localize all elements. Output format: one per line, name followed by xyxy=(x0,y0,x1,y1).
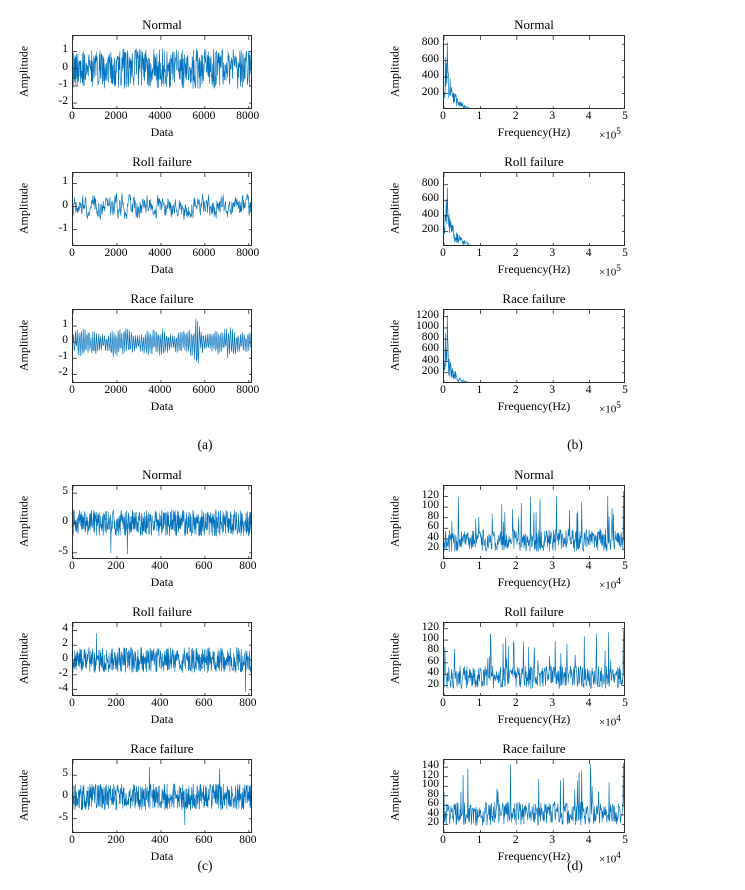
chart-title: Race failure xyxy=(130,291,194,306)
y-tick-label: 20 xyxy=(427,816,439,829)
x-tick-label: 400 xyxy=(151,697,169,709)
signal-trace xyxy=(73,634,252,692)
signal-trace xyxy=(444,630,625,689)
y-tick-label: 200 xyxy=(421,364,439,377)
x-tick-label: 1 xyxy=(476,834,483,846)
y-tick-label: -2 xyxy=(58,666,68,679)
chart-title: Roll failure xyxy=(132,154,192,169)
plot-area xyxy=(72,172,252,246)
exponent-base: ×10 xyxy=(599,403,617,416)
x-tick-label: 4000 xyxy=(148,110,172,122)
y-tick-label: 60 xyxy=(427,654,439,667)
y-tick-label: 40 xyxy=(427,530,439,543)
y-axis-label: Amplitude xyxy=(387,45,402,98)
signal-trace xyxy=(444,316,625,383)
subfigure-caption: (c) xyxy=(197,858,213,873)
y-tick-label: 80 xyxy=(427,509,439,522)
y-tick-label: 100 xyxy=(421,632,439,645)
y-tick-label: 40 xyxy=(427,666,439,679)
plot-area xyxy=(443,35,625,109)
chart-title: Normal xyxy=(142,17,182,32)
exponent-power: 4 xyxy=(616,576,621,586)
plot-area xyxy=(72,485,252,559)
chart-title: Normal xyxy=(514,467,554,482)
y-tick-label: -5 xyxy=(58,810,68,823)
y-tick-label: -4 xyxy=(58,681,68,694)
y-tick-label: 0 xyxy=(62,789,68,801)
subfigure-caption: (d) xyxy=(567,858,583,873)
chart-a2 xyxy=(12,155,272,275)
chart-title: Normal xyxy=(514,17,554,32)
chart-d1 xyxy=(383,467,645,592)
y-tick-label: 1000 xyxy=(416,319,439,332)
x-tick-label: 2 xyxy=(512,697,519,709)
x-axis-label: Frequency(Hz) xyxy=(497,849,571,863)
x-tick-label: 0 xyxy=(69,697,75,709)
x-tick-label: 6000 xyxy=(192,247,216,259)
signal-trace xyxy=(444,188,625,246)
y-tick-label: 100 xyxy=(421,499,439,512)
plot-area xyxy=(72,309,252,383)
chart-title: Roll failure xyxy=(504,154,564,169)
x-tick-label: 8000 xyxy=(236,384,260,396)
x-tick-label: 5 xyxy=(622,247,628,259)
y-axis-label: Amplitude xyxy=(16,495,31,548)
y-tick-label: 200 xyxy=(421,223,439,236)
chart-title: Roll failure xyxy=(132,604,192,619)
y-tick-label: 2 xyxy=(62,637,68,650)
y-tick-label: 1 xyxy=(62,318,68,331)
x-tick-label: 0 xyxy=(69,247,75,259)
x-axis-label: Data xyxy=(150,262,174,276)
y-tick-label: 0 xyxy=(62,652,68,664)
plot-area xyxy=(72,35,252,109)
y-tick-label: 800 xyxy=(421,331,439,344)
x-tick-label: 600 xyxy=(195,697,213,709)
chart-b1 xyxy=(383,17,645,142)
y-tick-label: 400 xyxy=(421,353,439,366)
y-tick-label: 0 xyxy=(62,60,68,73)
y-tick-label: 600 xyxy=(421,192,439,205)
exponent-base: ×10 xyxy=(599,716,617,729)
exponent-base: ×10 xyxy=(599,129,617,142)
y-axis-label: Amplitude xyxy=(16,45,31,98)
y-tick-label: 80 xyxy=(427,787,439,800)
y-tick-label: 1200 xyxy=(416,308,439,321)
x-tick-label: 6000 xyxy=(192,110,216,122)
y-tick-label: 0 xyxy=(62,515,68,527)
x-tick-label: 4 xyxy=(585,560,592,572)
x-tick-label: 1 xyxy=(476,384,483,396)
y-tick-label: 20 xyxy=(427,541,439,554)
plot-area xyxy=(443,172,625,246)
x-tick-label: 2 xyxy=(512,110,519,122)
y-tick-label: 800 xyxy=(421,36,439,49)
y-axis-label: Amplitude xyxy=(16,319,31,372)
x-tick-label: 1 xyxy=(476,697,483,709)
signal-trace xyxy=(444,43,625,109)
x-axis-label: Data xyxy=(150,712,174,726)
x-tick-label: 600 xyxy=(195,560,213,572)
chart-b3 xyxy=(383,291,645,416)
chart-c2 xyxy=(12,605,272,725)
x-tick-label: 1 xyxy=(476,560,483,572)
x-tick-label: 800 xyxy=(239,834,257,846)
y-tick-label: 120 xyxy=(421,488,439,501)
y-tick-label: 5 xyxy=(62,767,68,780)
exponent-base: ×10 xyxy=(599,266,617,279)
axis-exponent xyxy=(599,713,621,729)
x-tick-label: 0 xyxy=(69,110,75,122)
x-axis-label: Frequency(Hz) xyxy=(497,712,571,726)
chart-a1 xyxy=(12,18,272,138)
x-tick-label: 5 xyxy=(622,110,628,122)
chart-c3 xyxy=(12,742,272,862)
x-tick-label: 0 xyxy=(440,110,446,122)
y-tick-label: 40 xyxy=(427,806,439,819)
y-axis-label: Amplitude xyxy=(387,769,402,822)
x-tick-label: 3 xyxy=(549,247,556,259)
x-tick-label: 1 xyxy=(476,110,483,122)
y-axis-label: Amplitude xyxy=(387,182,402,235)
exponent-power: 4 xyxy=(616,850,621,860)
x-tick-label: 400 xyxy=(151,834,169,846)
x-tick-label: 0 xyxy=(440,560,446,572)
exponent-power: 5 xyxy=(616,400,621,410)
x-tick-label: 200 xyxy=(107,834,125,846)
x-tick-label: 8000 xyxy=(236,247,260,259)
x-axis-label: Data xyxy=(150,575,174,589)
x-tick-label: 400 xyxy=(151,560,169,572)
y-tick-label: 140 xyxy=(421,759,439,772)
x-tick-label: 4 xyxy=(585,110,592,122)
y-tick-label: 800 xyxy=(421,176,439,189)
x-axis-label: Data xyxy=(150,399,174,413)
y-tick-label: 1 xyxy=(62,175,68,188)
y-axis-label: Amplitude xyxy=(16,769,31,822)
chart-title: Race failure xyxy=(130,741,194,756)
y-tick-label: 5 xyxy=(62,485,68,498)
exponent-power: 4 xyxy=(616,713,621,723)
x-tick-label: 2000 xyxy=(104,110,128,122)
y-axis-label: Amplitude xyxy=(387,319,402,372)
y-tick-label: -2 xyxy=(58,366,68,379)
x-tick-label: 2 xyxy=(512,560,519,572)
x-tick-label: 0 xyxy=(69,560,75,572)
signal-trace xyxy=(73,49,252,88)
x-tick-label: 600 xyxy=(195,834,213,846)
x-tick-label: 4 xyxy=(585,384,592,396)
y-tick-label: 0 xyxy=(62,334,68,347)
x-tick-label: 2 xyxy=(512,247,519,259)
exponent-power: 5 xyxy=(616,126,621,136)
plot-area xyxy=(72,759,252,833)
y-tick-label: 20 xyxy=(427,677,439,690)
y-tick-label: 100 xyxy=(421,778,439,791)
x-tick-label: 5 xyxy=(622,384,628,396)
x-tick-label: 5 xyxy=(622,697,628,709)
y-tick-label: -2 xyxy=(58,95,68,108)
x-tick-label: 3 xyxy=(549,834,556,846)
axis-exponent xyxy=(599,400,621,416)
x-axis-label: Data xyxy=(150,849,174,863)
x-tick-label: 0 xyxy=(440,697,446,709)
x-axis-label: Frequency(Hz) xyxy=(497,125,571,139)
chart-a3 xyxy=(12,292,272,412)
y-tick-label: -1 xyxy=(58,350,68,363)
chart-title: Normal xyxy=(142,467,182,482)
x-tick-label: 2 xyxy=(512,384,519,396)
y-tick-label: 600 xyxy=(421,342,439,355)
x-tick-label: 1 xyxy=(476,247,483,259)
x-tick-label: 4 xyxy=(585,834,592,846)
y-axis-label: Amplitude xyxy=(387,495,402,548)
y-tick-label: 400 xyxy=(421,207,439,220)
signal-trace xyxy=(444,763,625,825)
x-tick-label: 6000 xyxy=(192,384,216,396)
plot-area xyxy=(443,759,625,833)
y-tick-label: -1 xyxy=(58,221,68,234)
chart-title: Roll failure xyxy=(504,604,564,619)
x-tick-label: 5 xyxy=(622,560,628,572)
axis-exponent xyxy=(599,263,621,279)
x-tick-label: 800 xyxy=(239,697,257,709)
x-tick-label: 0 xyxy=(69,384,75,396)
x-axis-label: Data xyxy=(150,125,174,139)
exponent-base: ×10 xyxy=(599,579,617,592)
y-tick-label: 600 xyxy=(421,52,439,65)
x-tick-label: 0 xyxy=(69,834,75,846)
signal-trace xyxy=(73,510,252,554)
x-axis-label: Frequency(Hz) xyxy=(497,399,571,413)
subfigure-caption: (a) xyxy=(197,437,213,452)
chart-title: Race failure xyxy=(502,291,566,306)
chart-title: Race failure xyxy=(502,741,566,756)
exponent-base: ×10 xyxy=(599,853,617,866)
y-tick-label: -5 xyxy=(58,544,68,557)
y-tick-label: 200 xyxy=(421,85,439,98)
plot-area xyxy=(443,485,625,559)
x-tick-label: 4 xyxy=(585,697,592,709)
x-tick-label: 4 xyxy=(585,247,592,259)
x-tick-label: 800 xyxy=(239,560,257,572)
x-tick-label: 200 xyxy=(107,560,125,572)
y-tick-label: 80 xyxy=(427,643,439,656)
y-tick-label: 120 xyxy=(421,620,439,633)
signal-trace xyxy=(73,193,252,220)
y-tick-label: 60 xyxy=(427,520,439,533)
y-axis-label: Amplitude xyxy=(387,632,402,685)
x-tick-label: 2000 xyxy=(104,247,128,259)
y-axis-label: Amplitude xyxy=(16,632,31,685)
x-axis-label: Frequency(Hz) xyxy=(497,262,571,276)
x-tick-label: 3 xyxy=(549,110,556,122)
x-tick-label: 2000 xyxy=(104,384,128,396)
x-tick-label: 3 xyxy=(549,560,556,572)
x-tick-label: 0 xyxy=(440,384,446,396)
y-tick-label: 0 xyxy=(62,198,68,211)
x-tick-label: 8000 xyxy=(236,110,260,122)
chart-b2 xyxy=(383,154,645,279)
chart-d2 xyxy=(383,604,645,729)
x-tick-label: 4000 xyxy=(148,384,172,396)
subfigure-caption: (b) xyxy=(567,437,583,452)
x-tick-label: 3 xyxy=(549,384,556,396)
exponent-power: 5 xyxy=(616,263,621,273)
chart-d3 xyxy=(383,741,645,866)
y-axis-label: Amplitude xyxy=(16,182,31,235)
x-axis-label: Frequency(Hz) xyxy=(497,575,571,589)
axis-exponent xyxy=(599,576,621,592)
x-tick-label: 0 xyxy=(440,247,446,259)
signal-trace xyxy=(73,767,252,825)
axis-exponent xyxy=(599,126,621,142)
plot-area xyxy=(443,622,625,696)
x-tick-label: 5 xyxy=(622,834,628,846)
plot-area xyxy=(443,309,625,383)
chart-c1 xyxy=(12,468,272,588)
y-tick-label: 60 xyxy=(427,797,439,810)
signal-trace xyxy=(73,319,252,364)
y-tick-label: 400 xyxy=(421,69,439,82)
x-tick-label: 2 xyxy=(512,834,519,846)
y-tick-label: -1 xyxy=(58,77,68,90)
y-tick-label: 4 xyxy=(62,622,68,635)
x-tick-label: 4000 xyxy=(148,247,172,259)
y-tick-label: 120 xyxy=(421,768,439,781)
signal-trace xyxy=(444,491,625,551)
x-tick-label: 200 xyxy=(107,697,125,709)
x-tick-label: 3 xyxy=(549,697,556,709)
y-tick-label: 1 xyxy=(62,43,68,56)
plot-area xyxy=(72,622,252,696)
x-tick-label: 0 xyxy=(440,834,446,846)
